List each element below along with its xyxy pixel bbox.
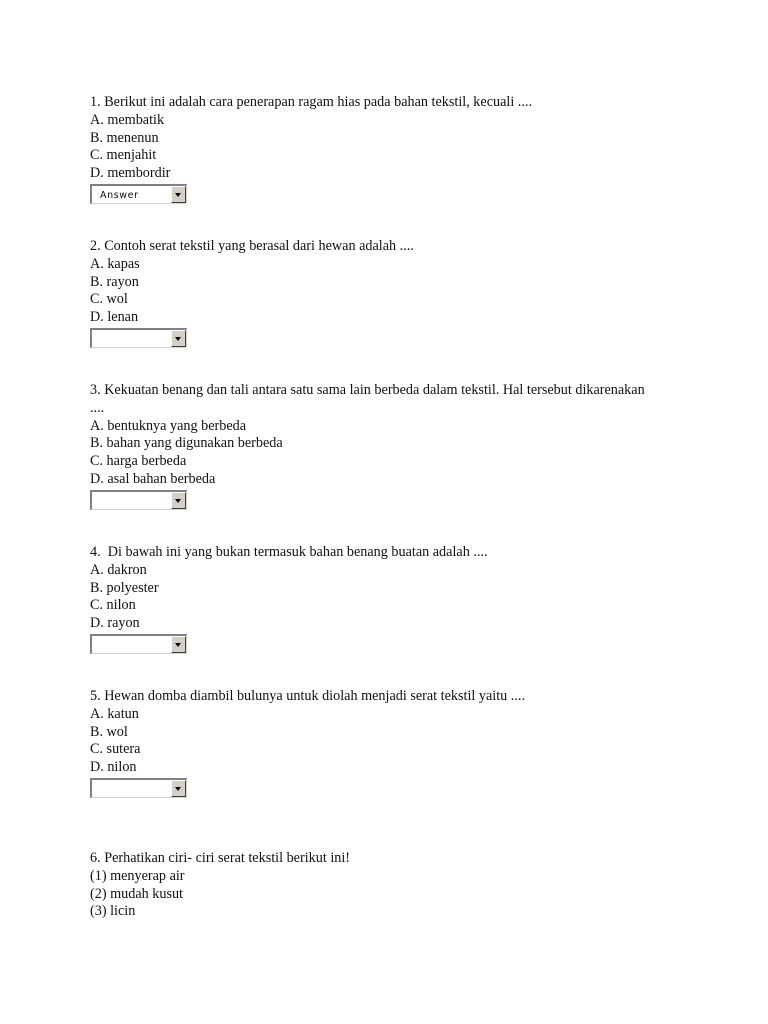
option-a: A. membatik [90, 111, 165, 128]
list-item: (1) menyerap air [90, 867, 185, 884]
option-c: C. wol [90, 291, 128, 308]
list-item: (2) mudah kusut [90, 885, 183, 902]
dropdown-button[interactable] [171, 636, 186, 653]
answer-dropdown[interactable] [90, 634, 187, 654]
option-b: B. bahan yang digunakan berbeda [90, 435, 283, 452]
answer-dropdown[interactable] [90, 184, 187, 204]
option-c: C. sutera [90, 741, 141, 758]
option-b: B. menenun [90, 129, 159, 146]
dropdown-button[interactable] [171, 186, 186, 203]
question-5 [90, 688, 650, 798]
question-text: 1. Berikut ini adalah cara penerapan ragam hias pada bahan tekstil, kecuali .... [90, 94, 532, 110]
option-c: C. menjahit [90, 147, 157, 164]
question-text: 4. Di bawah ini yang bukan termasuk bahan benang buatan adalah .... [90, 544, 488, 560]
option-a: A. dakron [90, 561, 147, 578]
option-d: D. membordir [90, 165, 171, 182]
chevron-down-icon [175, 337, 181, 341]
question-text: 5. Hewan domba diambil bulunya untuk diolah menjadi serat tekstil yaitu .... [90, 688, 525, 704]
answer-dropdown[interactable] [90, 778, 187, 798]
chevron-down-icon [175, 787, 181, 791]
question-text: 2. Contoh serat tekstil yang berasal dari hewan adalah .... [90, 238, 414, 254]
chevron-down-icon [175, 193, 181, 197]
question-3 [90, 382, 650, 510]
answer-dropdown[interactable] [90, 490, 187, 510]
option-c: C. harga berbeda [90, 453, 187, 470]
question-text: 6. Perhatikan ciri- ciri serat tekstil berikut ini! [90, 850, 351, 866]
option-d: D. lenan [90, 309, 139, 326]
option-d: D. nilon [90, 759, 137, 776]
option-b: B. wol [90, 723, 128, 740]
option-a: A. bentuknya yang berbeda [90, 417, 247, 434]
option-b: B. rayon [90, 273, 139, 290]
answer-dropdown[interactable] [90, 328, 187, 348]
option-c: C. nilon [90, 597, 136, 614]
chevron-down-icon [175, 643, 181, 647]
dropdown-button[interactable] [171, 330, 186, 347]
question-6 [90, 850, 650, 921]
list-item: (3) licin [90, 903, 136, 920]
option-d: D. rayon [90, 615, 140, 632]
dropdown-button[interactable] [171, 492, 186, 509]
question-1 [90, 94, 650, 204]
option-d: D. asal bahan berbeda [90, 470, 216, 487]
option-b: B. polyester [90, 579, 159, 596]
chevron-down-icon [175, 499, 181, 503]
answer-dropdown-value: Answer [100, 189, 139, 201]
question-4 [90, 544, 650, 654]
option-a: A. kapas [90, 255, 140, 272]
option-a: A. katun [90, 705, 139, 722]
dropdown-button[interactable] [171, 780, 186, 797]
question-2 [90, 238, 650, 348]
question-text: 3. Kekuatan benang dan tali antara satu sama lain berbeda dalam tekstil. Hal tersebut dikarenakan .... [90, 382, 649, 416]
